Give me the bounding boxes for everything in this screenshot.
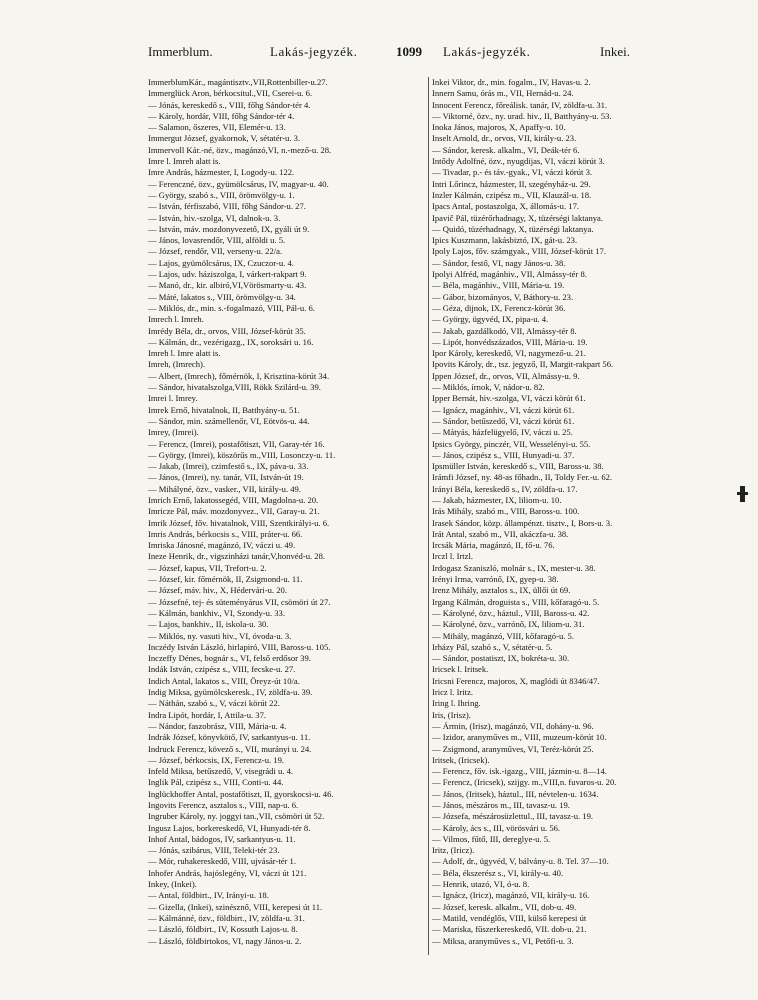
directory-entry: — József, keresk. alkalm., VII, dob-u. 49. (432, 901, 577, 912)
directory-entry: — Mariska, fűszerkereskedő, VII. dob-u. 21. (432, 924, 587, 935)
directory-entry: Imreh l. Imre alatt is. (148, 348, 221, 359)
directory-entry: Irgang Kálmán, droguista s., VIII, kőfaragó-u. 5. (432, 596, 600, 607)
directory-entry: Inoka János, majoros, X, Apaffy-u. 10. (432, 122, 566, 133)
directory-entry: — Károlyné, özv., varrónő, IX, liliom-u. 31. (432, 619, 585, 630)
directory-entry: Imriska Jánosné, magánzó, IV, váczi u. 49. (148, 540, 296, 551)
directory-entry: — Lajos, udv. háziszolga, I, várkert-rakpart 9. (148, 269, 307, 280)
directory-entry: Inhof Antal, bádogos, IV, sarkantyus-u. 11. (148, 833, 296, 844)
directory-entry: Irdogasz Szaniszló, molnár s., IX, mester-u. 38. (432, 562, 596, 573)
directory-entry: Inselt Arnold, dr., orvos, VII, király-u. 23. (432, 133, 577, 144)
directory-entry: — Sándor, festő, VI, nagy János-u. 38. (432, 257, 566, 268)
directory-entry: — Nándor, faszobrász, VIII, Mária-u. 4. (148, 720, 287, 731)
directory-entry: Ipsics György, pinczér, VII, Wesselényi-u. 55. (432, 438, 591, 449)
directory-entry: — Béla, magánhiv., VIII, Mária-u. 19. (432, 280, 565, 291)
directory-entry: — Albert, (Imrech), főmérnök, I, Krisztina-körút 34. (148, 370, 330, 381)
directory-entry: — Antal, földbirt., IV, Irányi-u. 18. (148, 890, 269, 901)
directory-entry: — Adolf, dr., ügyvéd, V, bálvány-u. 8. Tel. 37—10. (432, 856, 609, 867)
directory-entry: Imrei l. Imrey. (148, 393, 198, 404)
directory-entry: — Náthán, szabó s., V, váczi körút 22. (148, 698, 280, 709)
directory-entry: Imrik József, főv. hivatalnok, VIII, Szentkirályi-u. 6. (148, 517, 330, 528)
right-column (432, 77, 708, 947)
directory-entry: Imrich Ernő, lakatossegéd, VIII, Magdolna-u. 20. (148, 494, 319, 505)
directory-entry: Immerglück Aron, bérkocsitul.,VII, Cserei-u. 6. (148, 88, 313, 99)
directory-entry: Indrák József, könyvkötő, IV, sarkantyus-u. 11. (148, 732, 311, 743)
directory-entry: — Lajos, gyümölcsárus, IX, Czuczor-u. 4. (148, 257, 294, 268)
directory-entry: — Kálmán, dr., vezérigazg., IX, soroksári u. 16. (148, 336, 314, 347)
directory-entry: Imre l. Imreh alatt is. (148, 156, 221, 167)
directory-entry: Ineze Henrik, dr., vigszinházi tanár,V,honvéd-u. 28. (148, 551, 326, 562)
directory-entry: — Salamon, őszeres, VII, Elemér-u. 13. (148, 122, 286, 133)
directory-entry: — János, mészáros m., III, tavasz-u. 19. (432, 800, 570, 810)
directory-entry: Indruck Ferencz, kövező s., VII, murányi u. 24. (148, 743, 312, 754)
directory-entry: Indig Miksa, gyümölcskeresk., IV, zöldfa-u. 39. (148, 687, 313, 698)
directory-entry: — György, ügyvéd, IX, pipa-u. 4. (432, 314, 549, 325)
directory-entry: Iritsek, (Iricsek). (432, 754, 490, 765)
directory-entry: — László, földbirt., IV, Kossuth Lajos-u. 8. (148, 924, 298, 935)
directory-entry: — Lajos, bankhiv., II, iskola-u. 30. (148, 619, 269, 630)
directory-entry: ImmerblumKár., magántisztv.,VII,Rottenbiller-u.27. (148, 77, 328, 87)
directory-entry: Indák István, czipész s., VIII, fecske-u. 27. (148, 664, 296, 675)
directory-entry: — János, lovasrendőr, VIII, alföldi u. 5. (148, 235, 286, 246)
directory-entry: Ipacs Antal, postaszolga, X, állomás-u. 17. (432, 201, 580, 212)
directory-entry: Imre András, házmester, I, Logody-u. 122. (148, 167, 295, 178)
directory-entry: — Gábor, bizományos, V, Báthory-u. 23. (432, 291, 574, 302)
directory-entry: Ipor Károly, kereskedő, VI, nagymező-u. 21. (432, 348, 586, 359)
directory-entry: Ipolyi Alfréd, magánhiv., VII, Almássy-tér 8. (432, 269, 587, 280)
directory-entry: — Gizella, (Inkei), szinésznő, VIII, kerepesi út 11. (148, 901, 323, 912)
directory-entry: Iricsni Ferencz, majoros, X, maglódi út 8346/47. (432, 675, 600, 686)
directory-entry: — József, kir. főmérnök, II, Zsigmond-u. 11. (148, 574, 303, 585)
directory-entry: — István, férfiszabó, VIII, főhg Sándor-u. 27. (148, 201, 306, 212)
directory-entry: — Viktorné, özv., ny. urad. hiv., II, Batthyány-u. 53. (432, 110, 612, 121)
directory-entry: Imrédy Béla, dr., orvos, VIII, József-körút 35. (148, 325, 306, 336)
directory-entry: — Kálmán, bankhiv., VI, Szondy-u. 33. (148, 607, 286, 618)
directory-entry: — Matild, vendéglős, VIII, külső kerepesi út (432, 912, 587, 923)
directory-entry: Ircsák Mária, magánzó, II, fő-u. 76. (432, 540, 555, 551)
directory-entry: Ingovits Ferencz, asztalos s., VIII, nap-u. 6. (148, 800, 299, 810)
directory-entry: — Károly, ács s., III, vörösvári u. 56. (432, 822, 561, 833)
directory-entry: — Géza, dijnok, IX, Ferencz-körút 36. (432, 302, 566, 313)
directory-entry: — Ignácz, magánhiv., VI, váczi körút 61. (432, 404, 575, 415)
directory-entry: Irházy Pál, szabó s., V, sétatér-u. 5. (432, 641, 553, 652)
directory-entry: Ipsmüller István, kereskedő s., VIII, Baross-u. 38. (432, 461, 604, 472)
directory-entry: — Károly, hordár, VIII, főhg Sándor-tér 4. (148, 110, 295, 121)
directory-entry: Ippen József, dr., orvos, VII, Almássy-u. 9. (432, 370, 580, 381)
directory-entry: Imrey, (Imrei). (148, 427, 199, 438)
directory-entry: Imrech l. Imreh. (148, 314, 204, 325)
directory-entry: Inglückhoffer Antal, postafőtiszt, II, gyorskocsi-u. 46. (148, 788, 334, 799)
directory-entry: Intődy Adolfné, özv., nyugdijas, VI, váczi körút 3. (432, 156, 605, 167)
directory-entry: — Jakab, (Imrei), czimfestő s., IX, páva-u. 33. (148, 461, 309, 472)
directory-entry: — István, máv. mozdonyvezető, IX, gyáli út 9. (148, 223, 310, 234)
directory-entry: — Józsefné, tej- és süteményárus VII, csömöri út 27. (148, 596, 331, 607)
directory-entry: Ipper Bernát, hiv.-szolga, VI, váczi körút 61. (432, 393, 586, 404)
directory-entry: Infeld Miksa, betűszedő, V, visegrádi u. 4. (148, 766, 294, 777)
directory-entry: — Miklós, ny. vasuti hiv., VI, óvoda-u. 3. (148, 630, 292, 641)
column-divider (428, 77, 429, 955)
directory-entry: — Mór, ruhakereskedő, VIII, ujvásár-tér 1. (148, 856, 296, 867)
directory-entry: — Sándor, postatiszt, IX, bokréta-u. 30. (432, 653, 570, 664)
directory-entry: Irás Mihály, szabó m., VIII, Baross-u. 100. (432, 506, 580, 517)
directory-entry: — Mihály, magánzó, VIII, kőfaragó-u. 5. (432, 630, 574, 641)
directory-entry: Inglik Pál, czipész s., VIII, Conti-u. 44. (148, 777, 284, 788)
directory-entry: Immervoll Kár.-né, özv., magánzó,VI, n.-mező-u. 28. (148, 144, 332, 155)
directory-entry: Irámfi József, ny. 48-as főhadn., II, Toldy Fer.-u. 62. (432, 472, 613, 483)
directory-entry: Iris, (Irisz). (432, 709, 471, 720)
margin-mark-bar (737, 492, 748, 495)
directory-entry: Ingruber Károly, ny. joggyi tan.,VII, csömöri út 52. (148, 811, 325, 822)
directory-entry: Ingusz Lajos, borkereskedő, VI, Hunyadi-tér 8. (148, 822, 311, 833)
directory-entry: Ipovits Károly, dr., tsz. jegyző, II, Margit-rakpart 56. (432, 359, 614, 370)
directory-entry: — Miklós, írnok, V, nádor-u. 82. (432, 382, 545, 393)
directory-entry: — Béla, ékszerész s., VI, király-u. 40. (432, 867, 564, 878)
directory-entry: Irenz Mihály, asztalos s., IX, üllői út 69. (432, 585, 571, 596)
directory-entry: Iring l. Ihring. (432, 698, 481, 709)
directory-entry: — Jónás, kereskedő s., VIII, főhg Sándor-tér 4. (148, 99, 311, 110)
directory-entry: Imreh, (Imrech). (148, 359, 206, 370)
directory-entry: — Manó, dr., kir. albiró,VI,Vörösmarty-u. 43. (148, 280, 307, 291)
directory-entry: — György, szabó s., VIII, örömvölgy-u. 1. (148, 189, 295, 200)
page-number: 1099 (396, 44, 422, 59)
directory-entry: — Miklós, dr., min. s.-fogalmazó, VIII, Pál-u. 6. (148, 302, 315, 313)
directory-entry: — Ferencz, (Iricsek), szijgy. m.,VIII,n. fuvaros-u. 20. (432, 777, 617, 788)
directory-entry: Ipavič Pál, tüzérőrhadnagy, X, tüzérségi laktanya. (432, 212, 604, 223)
directory-entry: Inhofer András, hajóslegény, VI, váczi út 121. (148, 867, 307, 878)
directory-entry: — Máté, lakatos s., VIII, örömvölgy-u. 34. (148, 291, 296, 302)
directory-entry: — József, kapus, VII, Trefort-u. 2. (148, 562, 267, 573)
directory-entry: — Jakab, gazdálkodó, VII, Almássy-tér 8. (432, 325, 577, 336)
directory-entry: — Henrik, utazó, VI, ó-u. 8. (432, 879, 530, 890)
directory-entry: Irczl l. Irtzl. (432, 551, 474, 562)
directory-entry: Iricz l. Iritz. (432, 687, 474, 698)
directory-entry: — József, bérkocsis, IX, Ferencz-u. 19. (148, 754, 285, 765)
directory-entry: — István, hiv.-szolga, VI, dalnok-u. 3. (148, 212, 281, 223)
directory-entry: Inczeffy Dénes, bognár s., VI, felső erdősor 39. (148, 653, 311, 664)
directory-entry: — Ferenczné, özv., gyümölcsárus, IV, magyar-u. 40. (148, 178, 329, 189)
directory-entry: Iritz, (Iricz). (432, 845, 475, 856)
directory-entry: Imris András, bérkocsis s., VIII, práter-u. 66. (148, 528, 303, 539)
directory-entry: — Quidó, tüzérhadnagy, X, tüzérségi laktanya. (432, 223, 594, 234)
header-right-word: Inkei. (600, 44, 630, 59)
directory-entry: Imrek Ernő, hivatalnok, II, Batthyány-u. 51. (148, 404, 300, 415)
directory-entry: — László, földbirtokos, VI, nagy János-u. 2. (148, 935, 302, 946)
directory-entry: — Ferencz, (Imrei), postafőtiszt, VII, Garay-tér 16. (148, 438, 325, 449)
directory-entry: Inkei Viktor, dr., min. fogalm., IV, Havas-u. 2. (432, 77, 591, 87)
directory-entry: — Ferencz, főv. isk.-igazg., VIII, jázmin-u. 8—14. (432, 766, 607, 777)
directory-entry: — György, (Imrei), köszörűs m.,VIII, Losonczy-u. 11. (148, 449, 336, 460)
directory-entry: — Ignácz, (Iricz), magánzó, VII, király-u. 16. (432, 890, 590, 901)
directory-entry: — József, rendőr, VII, verseny-u. 22/a. (148, 246, 283, 257)
directory-entry: Immergut József, gyakornok, V, sétatér-u. 3. (148, 133, 301, 144)
directory-entry: — Károlyné, özv., háztul., VIII, Baross-u. 42. (432, 607, 590, 618)
directory-entry: Indich Antal, lakatos s., VIII, Öreyz-út 10/a. (148, 675, 300, 686)
directory-entry: Imricze Pál, máv. mozdonyvez., VII, Garay-u. 21. (148, 506, 320, 517)
directory-entry: Indra Lipót, hordár, I, Attila-u. 37. (148, 709, 267, 720)
header-title-left: Lakás-jegyzék. (270, 44, 358, 59)
directory-entry: — Lipót, honvédszázados, VIII, Mária-u. 19. (432, 336, 588, 347)
directory-entry: Innocent Ferencz, főreálisk. tanár, IV, zöldfa-u. 31. (432, 99, 608, 110)
directory-entry: — János, czipész s., VIII, Hunyadi-u. 37. (432, 449, 575, 460)
directory-entry: Irát Antal, szabó m., VII, akáczfa-u. 38. (432, 528, 569, 539)
directory-entry: — Tivadar, p.- és táv.-gyak., VI, váczi körút 3. (432, 167, 593, 178)
directory-entry: — Sándor, hivatalszolga,VIII, Rökk Szilárd-u. 39. (148, 382, 321, 393)
directory-entry: Inzler Kálmán, czipész m., VII, Klauzál-u. 18. (432, 189, 592, 200)
directory-entry: Inczédy István László, hirlapiró, VIII, Baross-u. 105. (148, 641, 331, 652)
directory-entry: Irasek Sándor, közp. állampénzt. tisztv., I, Bors-u. 3. (432, 517, 613, 528)
directory-entry: Inkey, (Inkei). (148, 879, 197, 890)
directory-entry: — Jónás, szibárus, VIII, Teleki-tér 23. (148, 845, 280, 856)
directory-entry: — József, máv. hiv., X, Hédervári-u. 20. (148, 585, 287, 596)
directory-entry: — Kálmánné, özv., földbirt., IV, zöldfa-u. 31. (148, 912, 305, 923)
directory-entry: — Jakab, házmester, IX, liliom-u. 10. (432, 494, 562, 505)
directory-entry: — Józsefa, mészárosüzlettul., III, tavasz-u. 19. (432, 811, 594, 822)
directory-entry: Iricsek l. Iritsek. (432, 664, 489, 675)
directory-entry: — Izidor, aranyműves m., VIII, muzeum-körút 10. (432, 732, 607, 743)
directory-entry: — Miksa, aranyműves s., VI, Petőfi-u. 3. (432, 935, 574, 946)
directory-entry: — Vilmos, fűtő, III, dereglye-u. 5. (432, 833, 551, 844)
directory-entry: Intri Lőrincz, házmester, II, szegényház-u. 29. (432, 178, 591, 189)
directory-entry: — Mihályné, özv., vasker., VII, király-u. 49. (148, 483, 301, 494)
directory-entry: Ipoly Lajos, főv. számgyak., VIII, József-körút 17. (432, 246, 606, 257)
directory-entry: — János, (Imrei), ny. tanár, VII, István-út 19. (148, 472, 304, 483)
directory-entry: — Mátyás, házfelügyelő, IV, váczi u. 25. (432, 427, 573, 438)
directory-entry: Irányi Béla, kereskedő s., IV, zöldfa-u. 17. (432, 483, 578, 494)
directory-entry: Innern Samu, órás m., VII, Hernád-u. 24. (432, 88, 574, 99)
header-title-right: Lakás-jegyzék. (443, 44, 531, 59)
directory-entry: — Sándor, betűszedő, VI, váczi körút 61. (432, 415, 575, 426)
directory-entry: Irényi Irma, varrónő, IX, gyep-u. 38. (432, 574, 559, 585)
directory-entry: — Zsigmond, aranyműves, VI, Teréz-körút 25. (432, 743, 594, 754)
directory-entry: — Ármin, (Irisz), magánzó, VII, dohány-u. 96. (432, 720, 594, 731)
directory-entry: — Sándor, min. számellenőr, VI, Eötvös-u. 44. (148, 415, 310, 426)
directory-entry: Ipics Kuszmann, lakásbiztó, IX, gát-u. 23. (432, 235, 578, 246)
directory-entry: — János, (Iritsek), háztul., III, névtelen-u. 1634. (432, 788, 599, 799)
page-header (148, 44, 630, 60)
left-column (148, 77, 424, 947)
directory-entry: — Sándor, keresk. alkalm., VI, Deák-tér 6. (432, 144, 580, 155)
header-left-word: Immerblum. (148, 44, 213, 59)
